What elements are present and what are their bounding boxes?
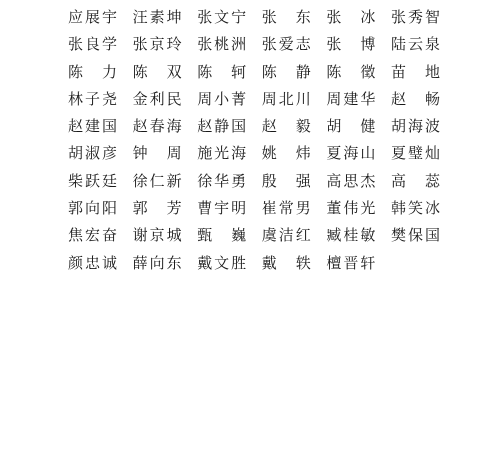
name-character: 忠 [84,253,100,272]
name-character: 张 [326,35,342,54]
name-character: 利 [149,89,165,108]
name-character: 戴 [197,253,213,272]
name-character: 郭 [132,199,148,218]
name-entry [262,31,311,58]
name-character: 胡 [68,144,84,163]
name-character: 博 [360,35,376,54]
name-entry [197,222,246,249]
name-entry [133,250,182,277]
name-entry [197,113,246,140]
name-character: 诚 [101,253,117,272]
name-character: 伟 [343,199,359,218]
name-character: 菁 [231,89,247,108]
name-entry [197,59,246,86]
name-character: 敏 [360,226,376,245]
name-entry [326,86,375,113]
name-entry [68,59,117,86]
name-character: 男 [295,199,311,218]
name-character: 淑 [84,144,100,163]
name-character: 志 [295,35,311,54]
name-entry [391,222,440,249]
name-character: 钟 [132,144,148,163]
name-character: 桂 [343,226,359,245]
name-character: 廷 [101,171,117,190]
name-character: 甄 [197,226,213,245]
name-character: 常 [278,199,294,218]
name-character: 檀 [326,253,342,272]
name-entry [133,222,182,249]
name-character: 徵 [360,62,376,81]
name-character: 彦 [101,144,117,163]
name-character: 川 [295,89,311,108]
name-character: 泉 [424,35,440,54]
name-list-grid [68,4,456,277]
name-character: 灿 [424,144,440,163]
name-entry [197,31,246,58]
name-character: 颜 [68,253,84,272]
name-character: 崔 [261,199,277,218]
name-character: 智 [424,8,440,26]
name-entry [326,31,375,58]
name-character: 张 [261,35,277,54]
name-character: 胡 [390,117,406,136]
name-entry [197,140,246,167]
name-entry [68,168,117,195]
name-character: 赵 [132,117,148,136]
name-character: 坤 [166,8,182,26]
name-character: 虞 [261,226,277,245]
name-character: 建 [84,117,100,136]
name-character: 宏 [84,226,100,245]
name-character: 焦 [68,226,84,245]
name-character: 徐 [132,171,148,190]
name-character: 蕊 [424,171,440,190]
name-character: 应 [68,8,84,26]
name-entry [391,86,440,113]
name-character: 笑 [407,199,423,218]
name-character: 奋 [101,226,117,245]
name-character: 国 [231,117,247,136]
name-entry [197,4,246,31]
name-entry [262,168,311,195]
name-character: 海 [343,144,359,163]
name-character: 城 [166,226,182,245]
name-character: 施 [197,144,213,163]
name-character: 文 [214,253,230,272]
name-entry [391,140,440,167]
name-character: 云 [407,35,423,54]
name-character: 明 [231,199,247,218]
name-entry [197,86,246,113]
name-character: 光 [214,144,230,163]
name-character: 陈 [132,62,148,81]
name-character: 金 [132,89,148,108]
name-character: 徐 [197,171,213,190]
name-character: 强 [295,171,311,190]
name-character: 高 [326,171,342,190]
name-character: 小 [214,89,230,108]
name-entry [262,86,311,113]
name-entry [262,140,311,167]
name-entry [391,113,440,140]
name-character: 力 [101,62,117,81]
name-entry [391,4,440,31]
name-entry [68,86,117,113]
name-character: 阳 [101,199,117,218]
name-entry [133,113,182,140]
name-character: 海 [166,117,182,136]
name-character: 宁 [231,8,247,26]
name-character: 轶 [295,253,311,272]
name-character: 芳 [166,199,182,218]
name-character: 华 [360,89,376,108]
name-character: 臧 [326,226,342,245]
name-character: 轲 [231,62,247,81]
name-character: 京 [149,35,165,54]
name-character: 苗 [390,62,406,81]
name-character: 畅 [424,89,440,108]
name-character: 周 [197,89,213,108]
name-character: 夏 [326,144,342,163]
name-character: 董 [326,199,342,218]
name-character: 展 [84,8,100,26]
name-entry [68,222,117,249]
name-character: 冰 [424,199,440,218]
name-character: 张 [197,35,213,54]
name-character: 国 [101,117,117,136]
name-entry [197,168,246,195]
name-entry [326,195,375,222]
name-character: 宇 [101,8,117,26]
name-entry [133,140,182,167]
name-character: 夏 [390,144,406,163]
name-character: 胜 [231,253,247,272]
name-entry [262,4,311,31]
name-entry [197,250,246,277]
name-character: 巍 [231,226,247,245]
name-entry [391,195,440,222]
name-character: 周 [261,89,277,108]
name-character: 文 [214,8,230,26]
name-character: 新 [166,171,182,190]
name-character: 周 [326,89,342,108]
name-character: 地 [424,62,440,81]
name-character: 晋 [343,253,359,272]
name-entry [326,168,375,195]
name-character: 国 [424,226,440,245]
name-entry [326,4,375,31]
name-character: 周 [166,144,182,163]
name-entry [391,59,440,86]
name-entry [391,31,440,58]
name-character: 宇 [214,199,230,218]
name-character: 杰 [360,171,376,190]
name-character: 光 [360,199,376,218]
name-entry [68,250,117,277]
name-character: 洲 [231,35,247,54]
name-character: 向 [149,253,165,272]
name-character: 樊 [390,226,406,245]
name-character: 海 [231,144,247,163]
name-character: 保 [407,226,423,245]
name-character: 毅 [295,117,311,136]
name-entry [326,59,375,86]
name-character: 薛 [132,253,148,272]
name-character: 郭 [68,199,84,218]
name-character: 高 [390,171,406,190]
name-character: 勇 [231,171,247,190]
name-entry [68,4,117,31]
name-character: 素 [149,8,165,26]
name-character: 京 [149,226,165,245]
name-character: 谢 [132,226,148,245]
name-character: 炜 [295,144,311,163]
name-character: 健 [360,117,376,136]
name-character: 良 [84,35,100,54]
name-character: 璧 [407,144,423,163]
name-entry [133,168,182,195]
name-entry [262,250,311,277]
name-character: 陆 [390,35,406,54]
name-entry [326,250,375,277]
name-character: 张 [68,35,84,54]
name-character: 华 [214,171,230,190]
name-character: 洁 [278,226,294,245]
name-entry [133,86,182,113]
name-entry [326,140,375,167]
name-character: 张 [261,8,277,26]
name-character: 陈 [68,62,84,81]
name-character: 赵 [197,117,213,136]
name-character: 学 [101,35,117,54]
name-character: 东 [166,253,182,272]
name-character: 双 [166,62,182,81]
name-character: 张 [197,8,213,26]
name-character: 向 [84,199,100,218]
name-character: 秀 [407,8,423,26]
name-character: 思 [343,171,359,190]
name-entry [391,168,440,195]
name-entry [68,195,117,222]
name-character: 静 [214,117,230,136]
name-character: 桃 [214,35,230,54]
name-entry [68,31,117,58]
name-character: 民 [166,89,182,108]
name-character: 柴 [68,171,84,190]
name-character: 北 [278,89,294,108]
name-character: 姚 [261,144,277,163]
name-character: 春 [149,117,165,136]
name-character: 静 [295,62,311,81]
name-character: 波 [424,117,440,136]
name-entry [326,222,375,249]
name-entry [262,195,311,222]
name-entry [68,113,117,140]
name-character: 殷 [261,171,277,190]
name-entry [133,31,182,58]
name-entry [262,59,311,86]
name-character: 仁 [149,171,165,190]
name-entry [197,195,246,222]
name-character: 戴 [261,253,277,272]
name-character: 赵 [261,117,277,136]
name-character: 东 [295,8,311,26]
name-entry [262,113,311,140]
name-character: 山 [360,144,376,163]
name-character: 红 [295,226,311,245]
name-entry [326,113,375,140]
name-character: 张 [326,8,342,26]
name-character: 建 [343,89,359,108]
name-character: 子 [84,89,100,108]
name-character: 林 [68,89,84,108]
name-character: 冰 [360,8,376,26]
name-character: 轩 [360,253,376,272]
name-character: 赵 [390,89,406,108]
name-entry [68,140,117,167]
name-entry [133,59,182,86]
name-character: 胡 [326,117,342,136]
name-character: 尧 [101,89,117,108]
name-character: 陈 [197,62,213,81]
name-character: 陈 [261,62,277,81]
name-character: 曹 [197,199,213,218]
name-character: 爱 [278,35,294,54]
name-character: 张 [390,8,406,26]
name-character: 海 [407,117,423,136]
name-character: 跃 [84,171,100,190]
name-character: 赵 [68,117,84,136]
name-character: 韩 [390,199,406,218]
name-character: 张 [132,35,148,54]
name-entry [262,222,311,249]
name-entry [133,4,182,31]
name-entry [133,195,182,222]
name-character: 陈 [326,62,342,81]
name-character: 汪 [132,8,148,26]
name-character: 玲 [166,35,182,54]
